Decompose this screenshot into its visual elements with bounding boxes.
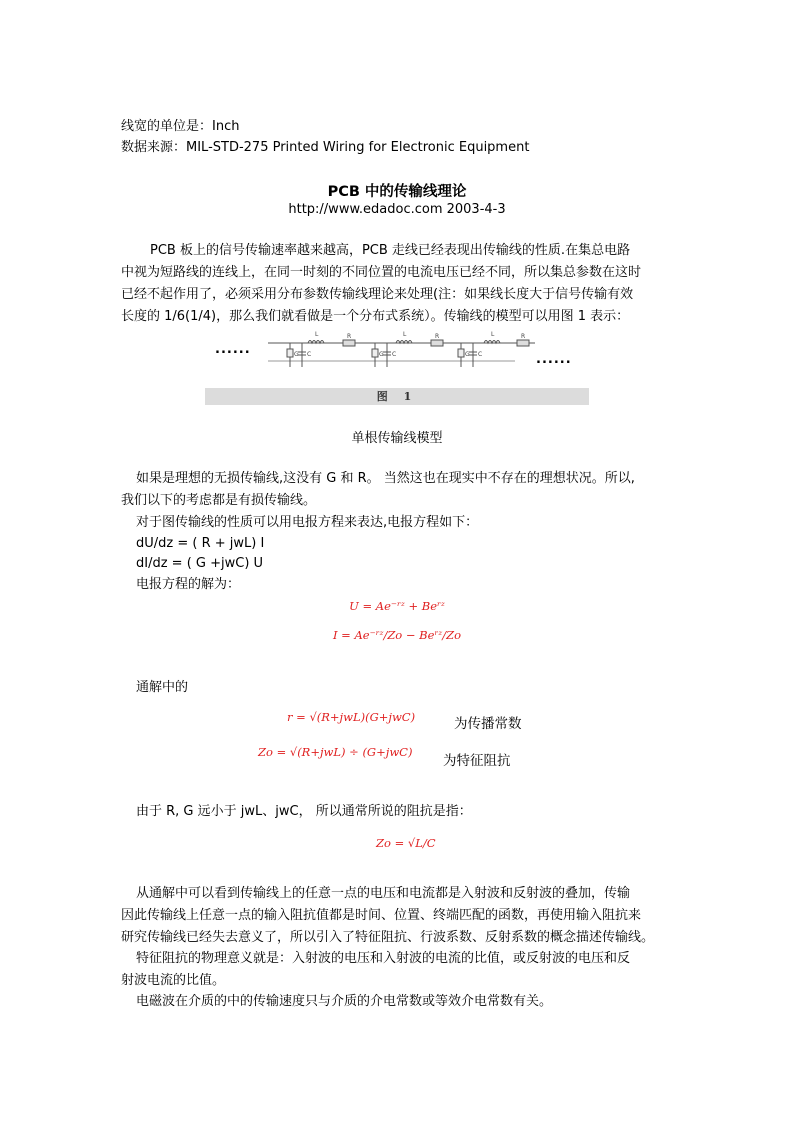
zo-simple-formula: Zo = √L/C [376,836,436,850]
solution-u-formula: U = Ae⁻ʳᶻ + Beʳᶻ [349,599,445,613]
closing-line-1: 从通解中可以看到传输线上的任意一点的电压和电流都是入射波和反射波的叠加，传输 [136,886,631,901]
capacitor-label-3: C [478,351,483,358]
header-line-2: 数据来源：MIL-STD-275 Printed Wiring for Electronic Equipment [121,140,530,155]
gamma-formula: r = √(R+jwL)(G+jwC) [287,710,416,724]
closing-line-4: 特征阻抗的物理意义就是：入射波的电压和入射波的电流的比值，或反射波的电压和反 [136,951,631,966]
general-solution-text: 通解中的 [136,680,189,695]
figure-caption: 单根传输线模型 [351,431,443,446]
inductor-label-1: L [315,331,319,338]
approximation-text: 由于 R, G 远小于 jwL、jwC， 所以通常所说的阻抗是指： [136,804,472,819]
intro-line-4: 长度的 1/6(1/4)，那么我们就看做是一个分布式系统）。传输线的模型可以用图 1 表示： [121,309,630,324]
article-title: PCB 中的传输线理论 [327,184,467,200]
inductor-label-2: L [403,331,407,338]
lossless-line-1: 如果是理想的无损传输线,这没有 G 和 R。 当然这也在现实中不存在的理想状况。所以, [136,471,635,486]
closing-line-6: 电磁波在介质的中的传输速度只与介质的介电常数或等效介电常数有关。 [136,994,553,1009]
gamma-label: 为传播常数 [454,716,522,732]
article-source: http://www.edadoc.com 2003-4-3 [288,202,506,217]
resistor-label-2: R [435,333,440,340]
conductance-label-3: G [465,351,470,358]
zo-label: 为特征阻抗 [443,753,511,769]
inductor-label-3: L [491,331,495,338]
intro-line-2: 中视为短路线的连线上，在同一时刻的不同位置的电流电压已经不同，所以集总参数在这时 [121,265,642,280]
closing-line-3: 研究传输线已经失去意义了，所以引入了特征阻抗、行波系数、反射系数的概念描述传输线。 [121,930,655,945]
lossless-line-3: 对于图传输线的性质可以用电报方程来表达,电报方程如下： [136,515,479,530]
conductance-label-2: G [379,351,384,358]
zo-formula: Zo = √(R+jwL) ÷ (G+jwC) [258,745,413,759]
closing-line-5: 射波电流的比值。 [121,973,226,988]
capacitor-label-2: C [392,351,397,358]
conductance-label-1: G [294,351,299,358]
telegraph-equation-1: dU/dz = ( R + jwL) I [136,536,265,551]
diagram-left-dots: ...... [215,342,251,357]
resistor-label-3: R [521,333,526,340]
line-section [287,340,529,367]
solution-intro: 电报方程的解为： [136,577,241,592]
capacitor-label-1: C [307,351,312,358]
intro-line-1: PCB 板上的信号传输速率越来越高，PCB 走线已经表现出传输线的性质.在集总电路 [150,243,631,258]
solution-i-formula: I = Ae⁻ʳᶻ/Zo − Beʳᶻ/Zo [332,628,462,642]
figure-label: 图 1 [376,390,418,403]
resistor-label-1: R [347,333,352,340]
lossless-line-2: 我们以下的考虑都是有损传输线。 [121,493,317,508]
diagram-right-dots: ...... [536,352,572,367]
header-line-1: 线宽的单位是：Inch [121,119,240,134]
telegraph-equation-2: dI/dz = ( G +jwC) U [136,556,264,571]
intro-line-3: 已经不起作用了，必须采用分布参数传输线理论来处理(注：如果线长度大于信号传输有效 [121,287,634,302]
figure-label-bar [205,388,589,405]
closing-line-2: 因此传输线上任意一点的输入阻抗值都是时间、位置、终端匹配的函数，再使用输入阻抗来 [121,908,642,923]
